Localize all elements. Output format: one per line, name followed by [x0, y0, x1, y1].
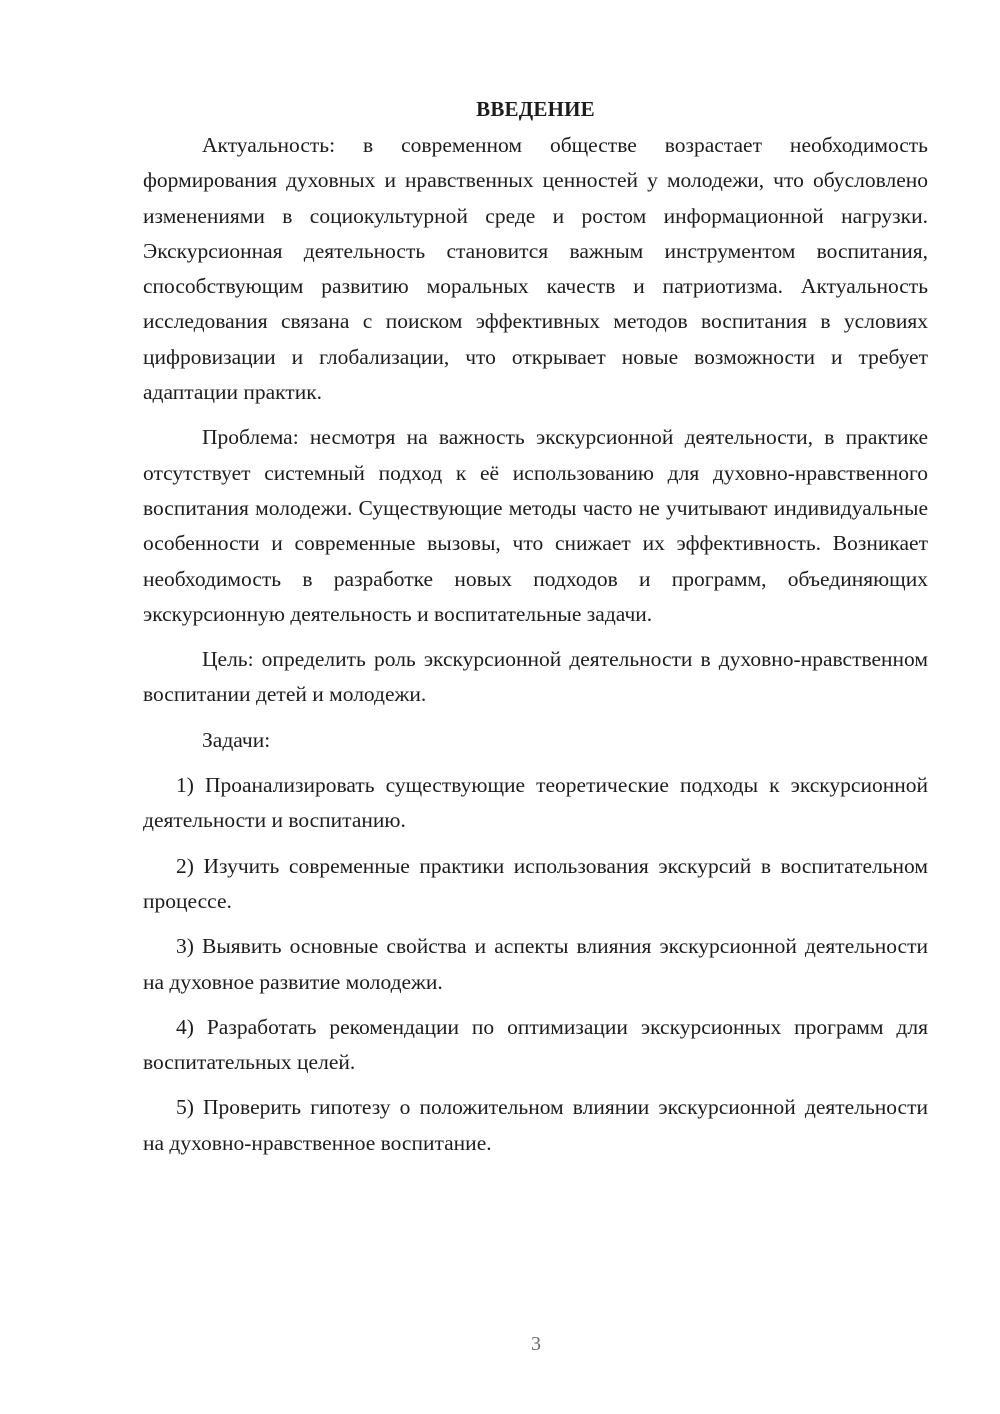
problem-paragraph: Проблема: несмотря на важность экскурсионной деятельности, в практике отсутствует системный подход к её использованию для духовно-нравственного воспитания молодежи. Существующие методы часто не учитывают индивидуальные особенности и современные вызовы, что снижает их эффективность. Возникает необходимость в разработке новых подходов и программ, объединяющих экскурсионную деятельность и воспитательные задачи.: [143, 425, 928, 626]
section-title: ВВЕДЕНИЕ: [476, 97, 595, 121]
task-item: 5) Проверить гипотезу о положительном влиянии экскурсионной деятельности на духовно-нравственное воспитание.: [143, 1095, 928, 1155]
relevance-paragraph: Актуальность: в современном обществе возрастает необходимость формирования духовных и нравственных ценностей у молодежи, что обусловлено изменениями в социокультурной среде и ростом информационной нагрузки. Экскурсионная деятельность становится важным инструментом воспитания, способствующим развитию моральных качеств и патриотизма. Актуальность исследования связана с поиском эффективных методов воспитания в условиях цифровизации и глобализации, что открывает новые возможности и требует адаптации практик.: [143, 133, 928, 405]
goal-paragraph: Цель: определить роль экскурсионной деятельности в духовно-нравственном воспитании детей и молодежи.: [143, 647, 928, 707]
task-item: 4) Разработать рекомендации по оптимизации экскурсионных программ для воспитательных целей.: [143, 1014, 928, 1075]
task-item: 2) Изучить современные практики использования экскурсий в воспитательном процессе.: [143, 853, 928, 913]
task-item: 1) Проанализировать существующие теоретические подходы к экскурсионной деятельности и воспитанию.: [143, 773, 928, 833]
page-number: 3: [531, 1333, 541, 1355]
page-content: [143, 92, 928, 1171]
tasks-heading: Задачи:: [202, 727, 271, 752]
task-item: 3) Выявить основные свойства и аспекты влияния экскурсионной деятельности на духовное развитие молодежи.: [143, 934, 928, 994]
